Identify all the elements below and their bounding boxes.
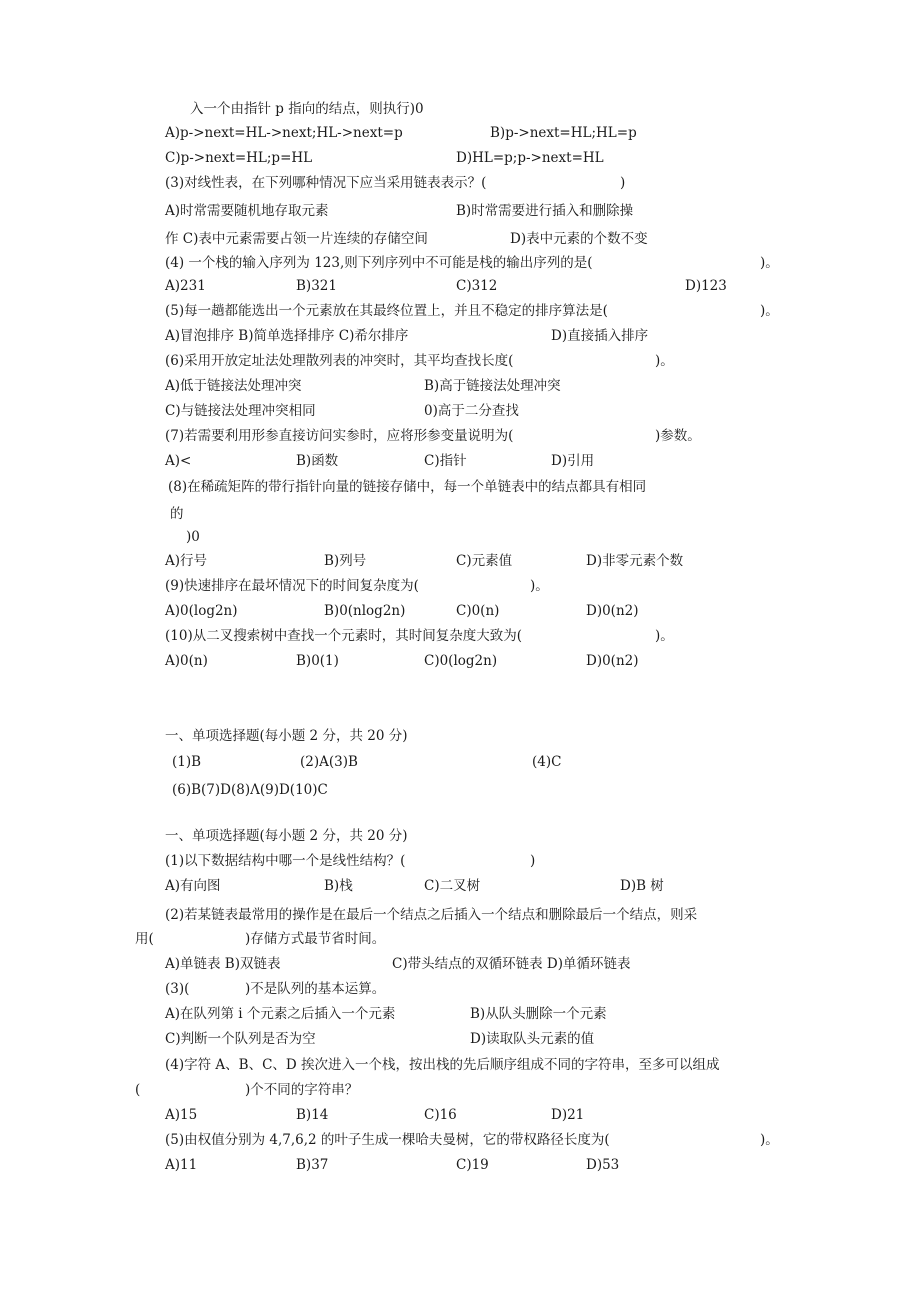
option-d: D)0(n2) [586,653,639,669]
option-c: C)0(log2n) [424,653,498,669]
question-9: (9)快速排序在最坏情况下的时间复杂度为( [165,578,419,594]
answer: (6)B(7)D(8)Λ(9)D(10)C [172,782,328,798]
option-c: C)判断一个队列是否为空 [165,1031,316,1047]
option-a: A)0(log2n) [165,603,238,619]
option-b: B)37 [296,1157,329,1173]
question-4-close: )。 [760,255,779,271]
question-2-cont: )存储方式最节省时间。 [245,931,386,947]
option-d: D)读取队头元素的值 [470,1031,595,1047]
option-b: B)函数 [296,453,339,469]
option-a: A)231 [165,278,206,294]
question-4: (4)字符 A、B、C、D 挨次进入一个栈，按出栈的先后顺序组成不同的字符串，至多可以组成 [165,1057,720,1073]
question-10: (10)从二叉搜索树中查找一个元素时，其时间复杂度大致为( [165,628,522,644]
option-b: B)栈 [324,878,353,894]
question-7: (7)若需要利用形参直接访问实参时，应将形参变量说明为( [165,428,514,444]
option-d: D)123 [685,278,727,294]
option-a: A)15 [165,1107,198,1123]
option-c: C)312 [456,278,498,294]
option-b: B)0(nlog2n) [324,603,406,619]
question-3: (3)对线性表，在下列哪种情况下应当采用链表表示？( [165,175,487,191]
answer: (1)B [172,754,202,770]
section-heading: 一、单项选择题(每小题 2 分，共 20 分) [165,828,408,844]
question-4-cont: ( [135,1082,141,1098]
option-c: C)19 [456,1157,489,1173]
option-d: D)HL=p;p->next=HL [456,150,604,166]
option-c: C)16 [424,1107,457,1123]
question-6-close: )。 [655,353,674,369]
question-5: (5)每一趟都能选出一个元素放在其最终位置上，并且不稳定的排序算法是( [165,303,608,319]
question-4: (4) 一个栈的输入序列为 123,则下列序列中不可能是栈的输出序列的是( [165,255,593,271]
option-b: B)p->next=HL;HL=p [490,125,637,141]
option-c: C)p->next=HL;p=HL [165,150,313,166]
question-8: (8)在稀疏矩阵的带行指针向量的链接存储中，每一个单链表中的结点都具有相同 [168,479,647,495]
option-d: D)B 树 [620,878,664,894]
option-b: B)时常需要进行插入和删除操 [456,203,634,219]
option-d: 0)高于二分查找 [424,403,519,419]
option-a: A)11 [165,1157,198,1173]
option-b: B)从队头删除一个元素 [470,1006,607,1022]
question-6: (6)采用开放定址法处理散列表的冲突时，其平均查找长度( [165,353,514,369]
option-a: A)< [165,453,192,469]
answer: (4)C [532,754,562,770]
option-c: 作 C)表中元素需要占领一片连续的存储空间 [165,231,428,247]
option-b: B)14 [296,1107,329,1123]
option-c: C)指针 [424,453,467,469]
option-d: D)53 [586,1157,620,1173]
option-d: D)引用 [551,453,595,469]
option-a: A)行号 [165,553,208,569]
question-2: (2)若某链表最常用的操作是在最后一个结点之后插入一个结点和删除最后一个结点，则采 [165,907,698,923]
question-2-cont: 用( [135,931,154,947]
question-3-cont: )不是队列的基本运算。 [245,981,386,997]
option-a: A)低于链接法处理冲突 [165,378,302,394]
question-5-close: )。 [760,303,779,319]
option-c: C)元素值 [456,553,513,569]
option-a: A)0(n) [165,653,208,669]
section-heading: 一、单项选择题(每小题 2 分，共 20 分) [165,728,408,744]
option-abc: A)冒泡排序 B)简单选择排序 C)希尔排序 [165,328,409,344]
answer: (2)A(3)B [300,754,358,770]
option-d: D)表中元素的个数不变 [510,231,648,247]
question-3: (3)( [165,981,190,997]
question-3-close: ) [620,175,626,191]
option-c: C)二叉树 [424,878,481,894]
option-a: A)p->next=HL->next;HL->next=p [165,125,403,141]
option-a: A)在队列第 i 个元素之后插入一个元素 [165,1006,396,1022]
question-1-close: ) [530,853,536,869]
option-d: D)非零元素个数 [586,553,684,569]
option-a: A)时常需要随机地存取元素 [165,203,329,219]
option-ab: A)单链表 B)双链表 [165,956,281,972]
question-4-cont: )个不同的字符串？ [245,1082,359,1098]
question-1: (1)以下数据结构中哪一个是线性结构？( [165,853,406,869]
option-d: D)直接插入排序 [551,328,649,344]
question-8-close: )0 [186,529,200,545]
option-c: C)0(n) [456,603,500,619]
question-5: (5)由权值分别为 4,7,6,2 的叶子生成一棵哈夫曼树，它的带权路径长度为( [165,1132,610,1148]
option-b: B)0(1) [296,653,339,669]
option-b: B)高于链接法处理冲突 [424,378,561,394]
question-7-close: )参数。 [655,428,701,444]
option-a: A)有向图 [165,878,221,894]
option-b: B)321 [296,278,337,294]
option-b: B)列号 [324,553,367,569]
option-cd: C)带头结点的双循环链表 D)单循环链表 [392,956,631,972]
question-9-close: )。 [530,578,549,594]
question-8-cont: 的 [170,506,184,522]
option-d: D)0(n2) [586,603,639,619]
question-5-close: )。 [760,1132,779,1148]
option-c: C)与链接法处理冲突相同 [165,403,316,419]
question-10-close: )。 [655,628,674,644]
option-d: D)21 [551,1107,585,1123]
text-line: 入一个由指针 p 指向的结点，则执行)0 [190,101,424,117]
